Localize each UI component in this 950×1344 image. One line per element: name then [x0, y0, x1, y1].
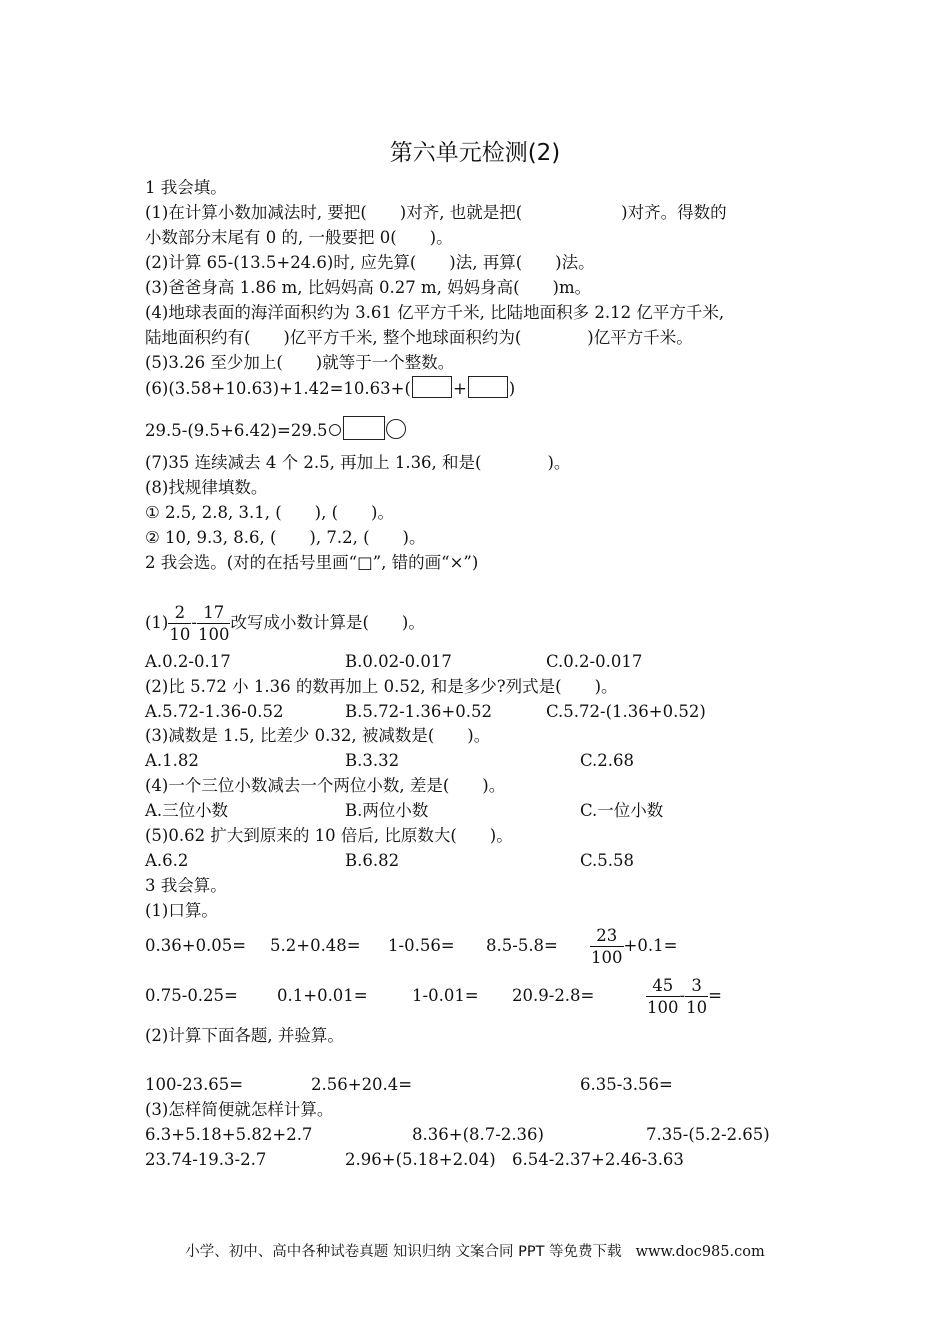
s2-q5: (5)0.62 扩大到原来的 10 倍后, 比原数大( )。 [145, 826, 513, 845]
answer-box[interactable] [468, 376, 508, 398]
s1-q8-b: ② 10, 9.3, 8.6, ( ), 7.2, ( )。 [145, 528, 426, 547]
numerator: 17 [197, 602, 231, 624]
numerator: 2 [168, 602, 191, 624]
numerator: 3 [685, 975, 708, 997]
verify-calc-item: 6.35-3.56= [580, 1075, 673, 1094]
numerator: 45 [646, 975, 680, 997]
s2-q3: (3)减数是 1.5, 比差少 0.32, 被减数是( )。 [145, 726, 491, 745]
oral-calc-fraction-item [646, 973, 722, 1019]
oral-calc-item: 0.36+0.05= [145, 936, 247, 955]
page-footer [0, 1241, 950, 1263]
option-c[interactable]: C.2.68 [580, 751, 635, 770]
s1-q6a-text: (6)(3.58+10.63)+1.42=10.63+( [145, 379, 411, 398]
s1-q6-line-b [145, 416, 406, 443]
oral-calc-tail: +0.1= [623, 936, 678, 955]
s1-q6-line-a [145, 376, 515, 401]
s2-q4: (4)一个三位小数减去一个两位小数, 差是( )。 [145, 776, 506, 795]
plus-sign: + [452, 379, 467, 398]
s1-q4-line-a: (4)地球表面的海洋面积约为 3.61 亿平方千米, 比陆地面积多 2.12 亿平方千米, [145, 303, 725, 322]
equals-sign: = [708, 986, 722, 1005]
option-c[interactable]: C.一位小数 [580, 801, 664, 820]
option-b[interactable]: B.3.32 [345, 751, 400, 770]
s1-q8: (8)找规律填数。 [145, 478, 268, 497]
operator-circle[interactable] [386, 419, 406, 439]
numerator: 23 [590, 925, 624, 947]
fraction [168, 602, 191, 645]
option-b[interactable]: B.5.72-1.36+0.52 [345, 702, 492, 721]
footer-url[interactable]: www.doc985.com [635, 1244, 765, 1260]
option-c[interactable]: C.5.58 [580, 851, 635, 870]
fraction [646, 975, 680, 1018]
verify-calc-item: 100-23.65= [145, 1075, 244, 1094]
answer-box[interactable] [343, 416, 385, 440]
s1-q3: (3)爸爸身高 1.86 m, 比妈妈高 0.27 m, 妈妈身高( )m。 [145, 278, 592, 297]
simplify-calc-item: 7.35-(5.2-2.65) [646, 1125, 770, 1144]
s2-q1-text: 改写成小数计算是( )。 [230, 613, 425, 632]
option-b[interactable]: B.两位小数 [345, 801, 429, 820]
option-a[interactable]: A.5.72-1.36-0.52 [145, 702, 284, 721]
s2-q1 [145, 600, 425, 646]
option-b[interactable]: B.0.02-0.017 [345, 652, 452, 671]
oral-calc-item: 1-0.01= [412, 986, 479, 1005]
fraction [590, 925, 624, 968]
minus-sign: - [191, 613, 197, 632]
denominator: 10 [686, 998, 708, 1017]
answer-box[interactable] [412, 376, 452, 398]
s1-q6b-text: 29.5-(9.5+6.42)=29.5 [145, 421, 328, 440]
s2-q1-label: (1) [145, 613, 169, 632]
option-c[interactable]: C.0.2-0.017 [546, 652, 643, 671]
s2-q2: (2)比 5.72 小 1.36 的数再加上 0.52, 和是多少?列式是( )。 [145, 677, 618, 696]
option-a[interactable]: A.0.2-0.17 [145, 652, 231, 671]
option-c[interactable]: C.5.72-(1.36+0.52) [546, 702, 706, 721]
fraction [685, 975, 708, 1018]
section-2-heading: 2 我会选。(对的在括号里画“□”, 错的画“×”) [145, 553, 479, 572]
minus-sign: - [679, 986, 686, 1005]
option-a[interactable]: A.6.2 [145, 851, 189, 870]
page-title: 第六单元检测(2) [389, 140, 561, 166]
s3-part-3-label: (3)怎样简便就怎样计算。 [145, 1100, 334, 1119]
s3-part-2-label: (2)计算下面各题, 并验算。 [145, 1026, 344, 1045]
operator-circle-small[interactable] [329, 424, 341, 436]
fraction [197, 602, 231, 645]
option-a[interactable]: A.三位小数 [145, 801, 229, 820]
option-a[interactable]: A.1.82 [145, 751, 199, 770]
s1-q4-line-b: 陆地面积约有( )亿平方千米, 整个地球面积约为( )亿平方千米。 [145, 328, 693, 347]
s1-q7: (7)35 连续减去 4 个 2.5, 再加上 1.36, 和是( )。 [145, 453, 571, 472]
s1-q2: (2)计算 65-(13.5+24.6)时, 应先算( )法, 再算( )法。 [145, 253, 595, 272]
denominator: 10 [169, 625, 191, 644]
option-b[interactable]: B.6.82 [345, 851, 400, 870]
simplify-calc-item: 2.96+(5.18+2.04) [345, 1150, 496, 1169]
footer-text: 小学、初中、高中各种试卷真题 知识归纳 文案合同 PPT 等免费下载 [185, 1244, 622, 1260]
denominator: 100 [647, 998, 679, 1017]
oral-calc-item: 8.5-5.8= [486, 936, 558, 955]
denominator: 100 [197, 625, 230, 644]
oral-calc-item: 20.9-2.8= [512, 986, 595, 1005]
simplify-calc-item: 6.3+5.18+5.82+2.7 [145, 1125, 313, 1144]
s1-q1-line-a: (1)在计算小数加减法时, 要把( )对齐, 也就是把( )对齐。得数的 [145, 203, 727, 222]
oral-calc-item: 1-0.56= [388, 936, 455, 955]
simplify-calc-item: 8.36+(8.7-2.36) [412, 1125, 544, 1144]
s1-q8-a: ① 2.5, 2.8, 3.1, ( ), ( )。 [145, 503, 394, 522]
section-1-heading: 1 我会填。 [145, 178, 227, 197]
section-3-heading: 3 我会算。 [145, 876, 227, 895]
simplify-calc-item: 6.54-2.37+2.46-3.63 [512, 1150, 684, 1169]
close-paren: ) [508, 379, 516, 398]
s1-q5: (5)3.26 至少加上( )就等于一个整数。 [145, 353, 455, 372]
denominator: 100 [591, 948, 623, 967]
oral-calc-item: 5.2+0.48= [270, 936, 361, 955]
oral-calc-fraction-item [590, 923, 677, 969]
oral-calc-item: 0.1+0.01= [277, 986, 368, 1005]
verify-calc-item: 2.56+20.4= [311, 1075, 413, 1094]
s3-part-1-label: (1)口算。 [145, 901, 218, 920]
s1-q1-line-b: 小数部分末尾有 0 的, 一般要把 0( )。 [145, 228, 453, 247]
oral-calc-item: 0.75-0.25= [145, 986, 238, 1005]
simplify-calc-item: 23.74-19.3-2.7 [145, 1150, 267, 1169]
